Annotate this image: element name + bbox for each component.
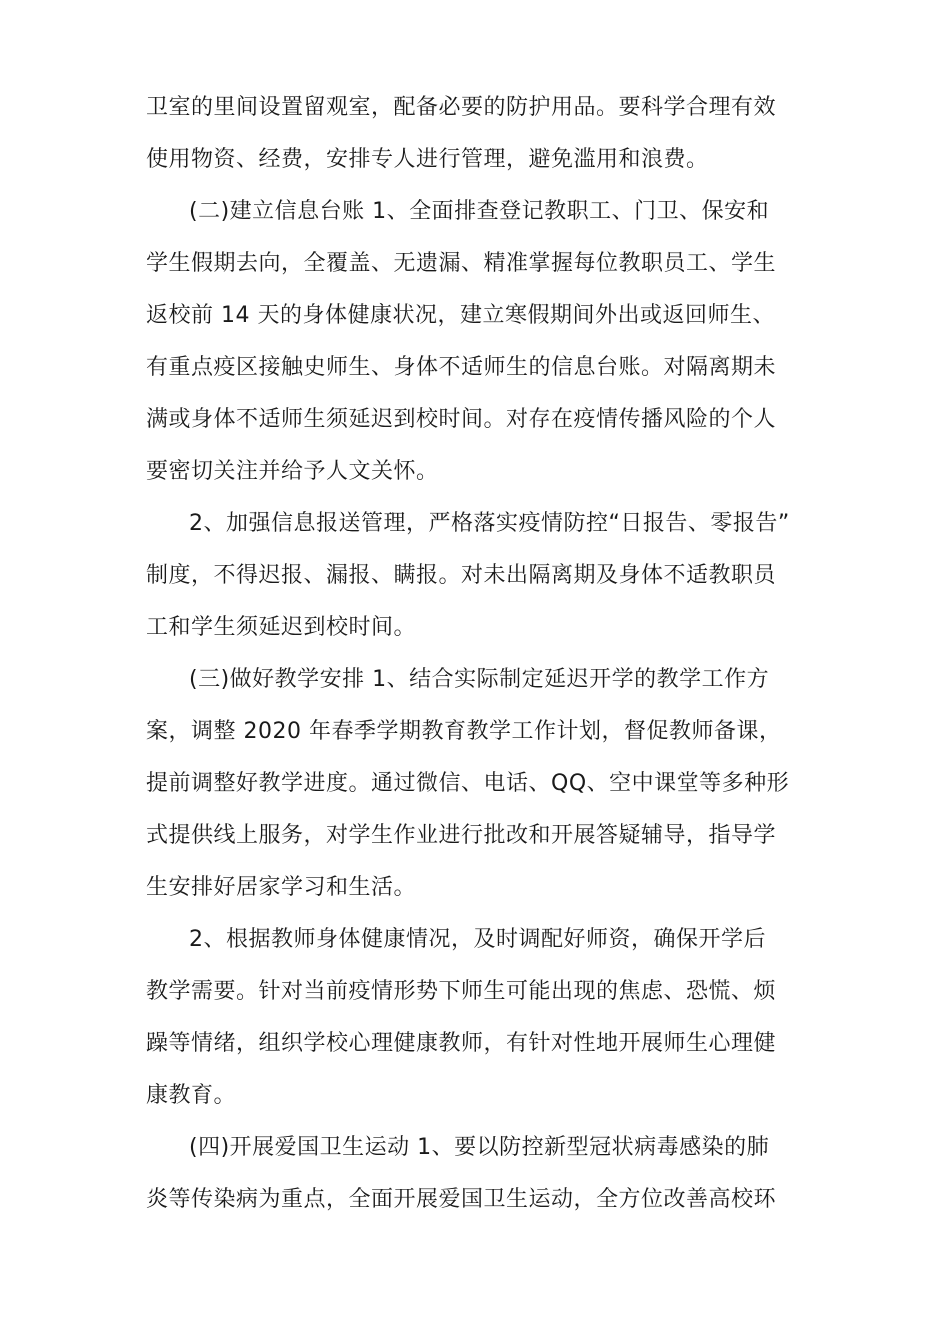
text-line: 使用物资、经费，安排专人进行管理，避免滥用和浪费。 — [146, 147, 709, 172]
text-line: 炎等传染病为重点，全面开展爱国卫生运动，全方位改善高校环 — [146, 1187, 777, 1212]
text-line: 学生假期去向，全覆盖、无遗漏、精准掌握每位教职员工、学生 — [146, 251, 777, 276]
section-heading-line: (二)建立信息台账 1、全面排查登记教职工、门卫、保安和 — [189, 199, 770, 224]
text-line: 返校前 14 天的身体健康状况，建立寒假期间外出或返回师生、 — [146, 303, 775, 328]
section-heading-line: (四)开展爱国卫生运动 1、要以防控新型冠状病毒感染的肺 — [189, 1135, 770, 1160]
text-line: 制度，不得迟报、漏报、瞒报。对未出隔离期及身体不适教职员 — [146, 563, 777, 588]
paragraph-start-line: 2、根据教师身体健康情况，及时调配好师资，确保开学后 — [189, 927, 766, 952]
paragraph-start-line: 2、加强信息报送管理，严格落实疫情防控“日报告、零报告” — [189, 511, 790, 536]
text-line: 卫室的里间设置留观室，配备必要的防护用品。要科学合理有效 — [146, 95, 777, 120]
text-line: 提前调整好教学进度。通过微信、电话、QQ、空中课堂等多种形 — [146, 771, 790, 796]
text-line: 躁等情绪，组织学校心理健康教师，有针对性地开展师生心理健 — [146, 1031, 777, 1056]
text-line: 案，调整 2020 年春季学期教育教学工作计划，督促教师备课， — [146, 719, 782, 744]
text-line: 工和学生须延迟到校时间。 — [146, 615, 417, 640]
text-line: 康教育。 — [146, 1083, 237, 1108]
section-heading-line: (三)做好教学安排 1、结合实际制定延迟开学的教学工作方 — [189, 667, 770, 692]
text-line: 生安排好居家学习和生活。 — [146, 875, 417, 900]
text-line: 有重点疫区接触史师生、身体不适师生的信息台账。对隔离期未 — [146, 355, 777, 380]
text-line: 教学需要。针对当前疫情形势下师生可能出现的焦虑、恐慌、烦 — [146, 979, 777, 1004]
text-line: 要密切关注并给予人文关怀。 — [146, 459, 439, 484]
text-line: 式提供线上服务，对学生作业进行批改和开展答疑辅导，指导学 — [146, 823, 777, 848]
text-line: 满或身体不适师生须延迟到校时间。对存在疫情传播风险的个人 — [146, 407, 777, 432]
